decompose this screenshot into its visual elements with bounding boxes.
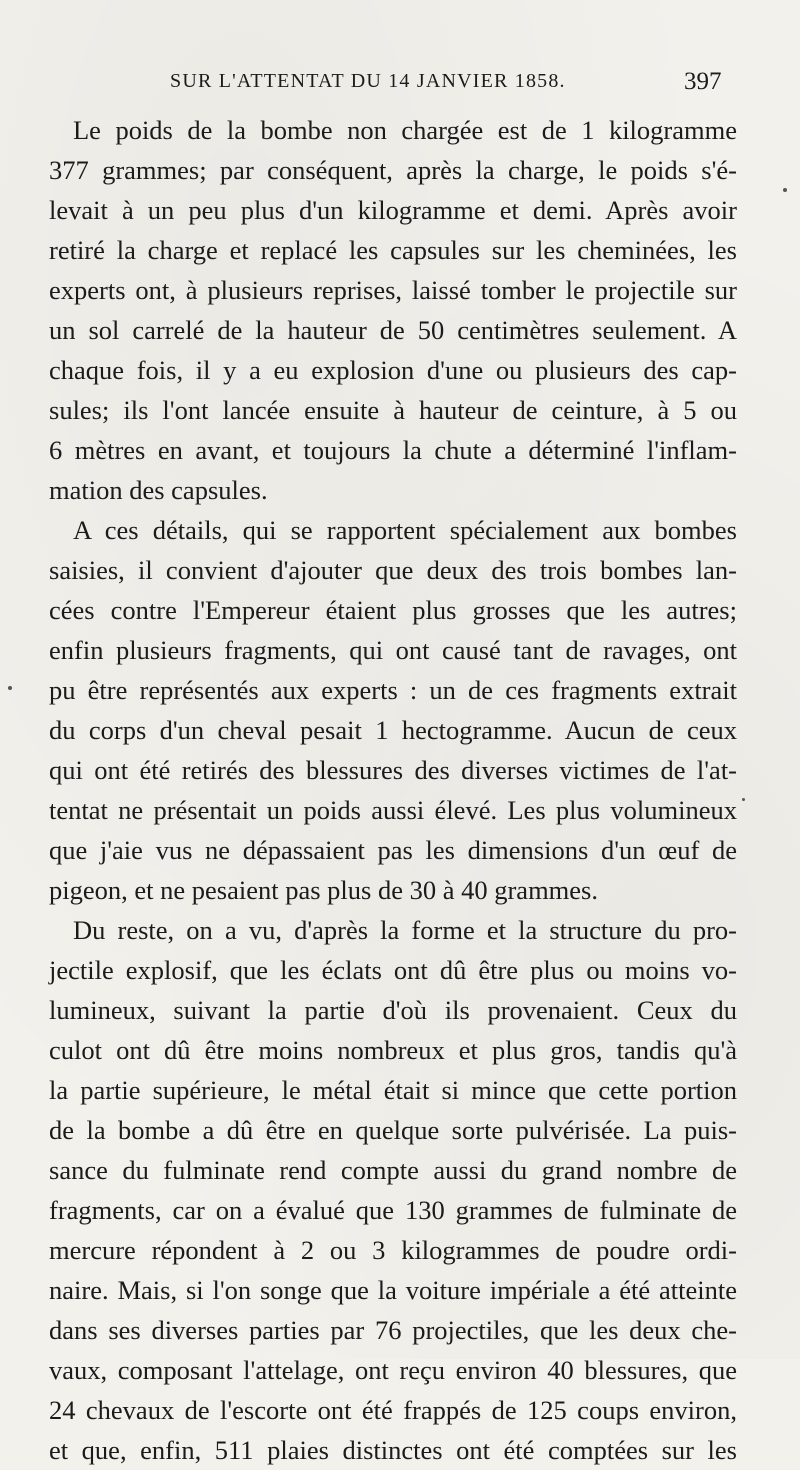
paragraph-end-line: pigeon, et ne pesaient pas plus de 30 à 40 grammes. — [49, 875, 598, 905]
text-line: Le poids de la bombe non chargée est de 1 kilogramme — [73, 115, 737, 145]
text-line: dans ses diverses parties par 76 projectiles, que les deux che- — [49, 1315, 737, 1345]
text-line: pu être représentés aux experts : un de ces fragments extrait — [49, 675, 737, 705]
text-line: et que, enfin, 511 plaies distinctes ont été comptées sur les — [49, 1435, 737, 1465]
text-line: fragments, car on a évalué que 130 grammes de fulminate de — [49, 1195, 737, 1225]
text-line: experts ont, à plusieurs reprises, laissé tomber le projectile sur — [49, 275, 737, 305]
text-line: cées contre l'Empereur étaient plus grosses que les autres; — [49, 595, 737, 625]
text-line: 377 grammes; par conséquent, après la charge, le poids s'é- — [49, 155, 737, 185]
text-line: enfin plusieurs fragments, qui ont causé tant de ravages, ont — [49, 635, 737, 665]
text-line: naire. Mais, si l'on songe que la voiture impériale a été atteinte — [49, 1275, 737, 1305]
text-line: que j'aie vus ne dépassaient pas les dimensions d'un œuf de — [49, 835, 737, 865]
text-line: chaque fois, il y a eu explosion d'une ou plusieurs des cap- — [49, 355, 737, 385]
running-title: SUR L'ATTENTAT DU 14 JANVIER 1858. — [170, 70, 566, 92]
text-line: la partie supérieure, le métal était si mince que cette portion — [49, 1075, 737, 1105]
text-line: vaux, composant l'attelage, ont reçu environ 40 blessures, que — [49, 1355, 737, 1385]
body-text — [49, 110, 737, 1470]
paragraph-start-line: Du reste, on a vu, d'après la forme et la structure du pro- — [73, 915, 737, 945]
paragraph-start-line: A ces détails, qui se rapportent spécialement aux bombes — [73, 515, 737, 545]
ink-speck — [742, 798, 745, 801]
text-line: sance du fulminate rend compte aussi du grand nombre de — [49, 1155, 737, 1185]
text-line: jectile explosif, que les éclats ont dû être plus ou moins vo- — [49, 955, 737, 985]
running-head — [0, 70, 800, 100]
text-line: sules; ils l'ont lancée ensuite à hauteur de ceinture, à 5 ou — [49, 395, 737, 425]
text-line: tentat ne présentait un poids aussi élevé. Les plus volumineux — [49, 795, 737, 825]
text-line: 24 chevaux de l'escorte ont été frappés de 125 coups environ, — [49, 1395, 737, 1425]
page-number: 397 — [684, 68, 722, 95]
text-line: de la bombe a dû être en quelque sorte pulvérisée. La puis- — [49, 1115, 737, 1145]
text-line: lumineux, suivant la partie d'où ils provenaient. Ceux du — [49, 995, 737, 1025]
text-line: retiré la charge et replacé les capsules sur les cheminées, les — [49, 235, 737, 265]
text-line: un sol carrelé de la hauteur de 50 centimètres seulement. A — [49, 315, 737, 345]
text-line: mercure répondent à 2 ou 3 kilogrammes de poudre ordi- — [49, 1235, 737, 1265]
text-line: saisies, il convient d'ajouter que deux des trois bombes lan- — [49, 555, 737, 585]
paragraph-end-line: mation des capsules. — [49, 475, 268, 505]
ink-speck — [783, 188, 787, 192]
text-line: levait à un peu plus d'un kilogramme et demi. Après avoir — [49, 195, 737, 225]
text-line: culot ont dû être moins nombreux et plus gros, tandis qu'à — [49, 1035, 737, 1065]
text-line: qui ont été retirés des blessures des diverses victimes de l'at- — [49, 755, 737, 785]
text-line: du corps d'un cheval pesait 1 hectogramme. Aucun de ceux — [49, 715, 737, 745]
text-line: 6 mètres en avant, et toujours la chute a déterminé l'inflam- — [49, 435, 737, 465]
ink-speck — [8, 686, 12, 690]
